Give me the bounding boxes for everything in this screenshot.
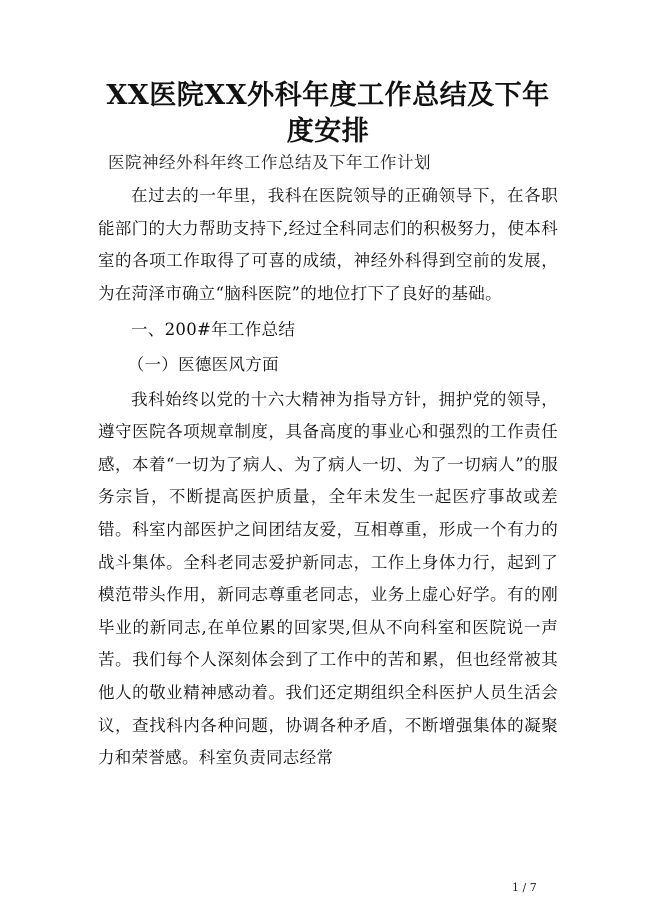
section-heading: 一、200#年工作总结 (131, 320, 296, 340)
subsection-heading: （一）医德医风方面 (127, 354, 279, 374)
intro-paragraph: 在过去的一年里，我科在医院领导的正确领导下，在各职能部门的大力帮助支持下,经过全科同志们的积极努力，使本科室的各项工作取得了可喜的成绩，神经外科得到空前的发展，为在菏泽市确立“脑科医院”的地位打下了良好的基础。 (98, 186, 558, 303)
document-body (98, 180, 558, 775)
document-title: XX医院XX外科年度工作总结及下年度安排 (106, 80, 550, 147)
page-number: 1 / 7 (512, 881, 537, 894)
body-paragraph: 我科始终以党的十六大精神为指导方针，拥护党的领导，遵守医院各项规章制度，具备高度的事业心和强烈的工作责任感，本着“一切为了病人、为了病人一切、为了一切病人”的服务宗旨，不断提高医护质量，全年未发生一起医疗事故或差错。科室内部医护之间团结友爱，互相尊重，形成一个有力的战斗集体。全科老同志爱护新同志，工作上身体力行，起到了模范带头作用，新同志尊重老同志，业务上虚心好学。有的刚毕业的新同志,在单位累的回家哭,但从不向科室和医院说一声苦。我们每个人深刻体会到了工作中的苦和累，但也经常被其他人的敬业精神感动着。我们还定期组织全科医护人员生活会议，查找科内各种问题，协调各种矛盾，不断增强集体的凝聚力和荣誉感。科室负责同志经常 (98, 389, 558, 768)
document-subtitle: 医院神经外科年终工作总结及下年工作计划 (108, 153, 431, 172)
